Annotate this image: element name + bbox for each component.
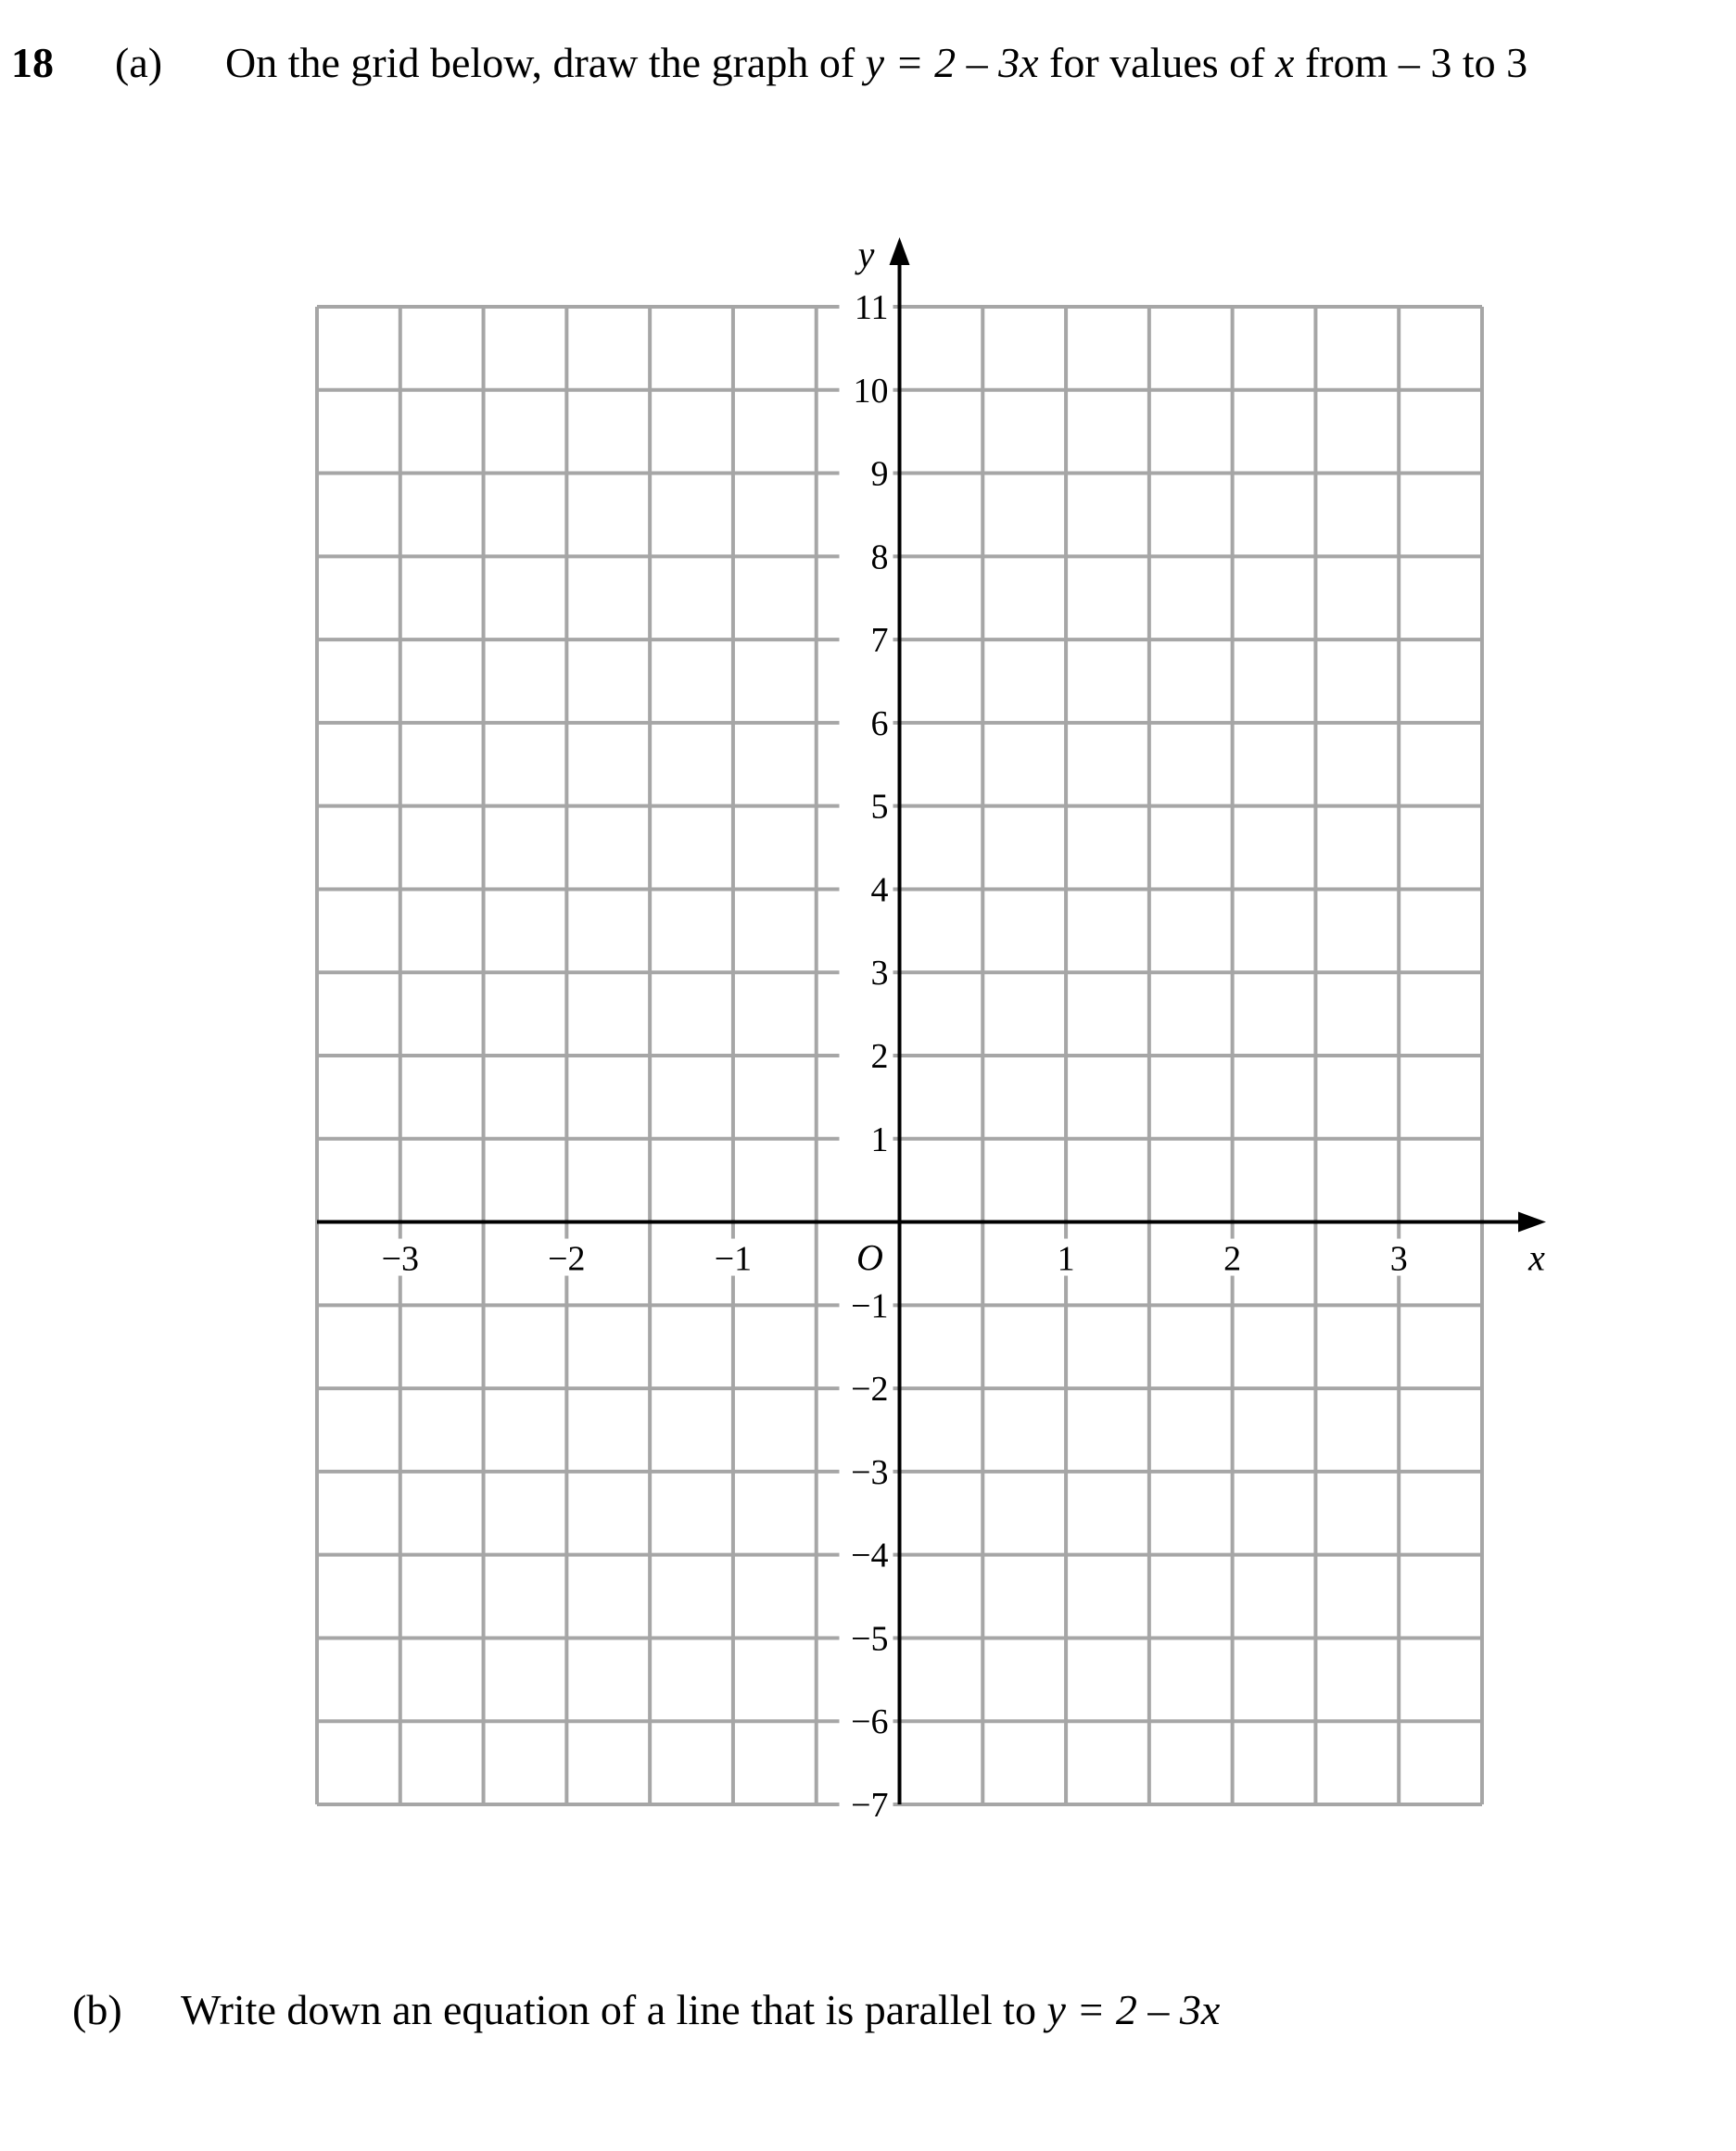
part-a-text-middle: for values of [1038,39,1276,86]
y-tick-label: −6 [851,1702,889,1742]
origin-label: O [856,1236,883,1279]
question-number: 18 [11,39,54,86]
y-tick-label: −7 [851,1786,889,1825]
y-tick-label: −5 [851,1619,889,1659]
y-tick-label: 9 [870,454,889,494]
x-tick-label: 1 [1057,1239,1075,1279]
x-tick-label: −1 [714,1239,753,1279]
y-tick-label: 2 [870,1037,889,1076]
y-tick-label: 6 [870,703,889,743]
y-tick-label: 11 [854,288,889,327]
y-tick-label: 3 [870,954,889,993]
y-tick-label: −1 [851,1286,889,1326]
part-b-label: (b) [72,1986,122,2033]
x-tick-label: −3 [381,1239,420,1279]
y-axis-label: y [857,234,875,275]
y-tick-label: 5 [870,787,889,827]
part-b-equation: y = 2 – 3x [1046,1986,1221,2033]
x-tick-label: −2 [548,1239,586,1279]
y-axis-arrow-icon [890,237,910,265]
part-b-text [181,1986,1221,2033]
x-tick-label: 2 [1223,1239,1242,1279]
x-axis-label: x [1528,1236,1545,1279]
part-a-variable: x [1275,39,1295,86]
part-a-text-before: On the grid below, draw the graph of [225,39,866,86]
part-a-equation: y = 2 – 3x [865,39,1039,86]
y-tick-label: 4 [870,870,889,910]
x-axis-arrow-icon [1518,1212,1546,1233]
y-tick-label: −4 [851,1536,889,1575]
part-b-text-before: Write down an equation of a line that is parallel to [181,1986,1047,2033]
y-tick-label: −3 [851,1452,889,1492]
y-tick-label: 8 [870,538,889,577]
y-tick-label: 10 [853,371,889,411]
y-tick-label: 7 [870,621,889,661]
part-a-text-after: from – 3 to 3 [1294,39,1528,86]
part-a-label: (a) [115,39,163,86]
y-tick-label: −2 [851,1370,889,1410]
x-tick-label: 3 [1389,1239,1408,1279]
y-tick-label: 1 [870,1120,889,1159]
